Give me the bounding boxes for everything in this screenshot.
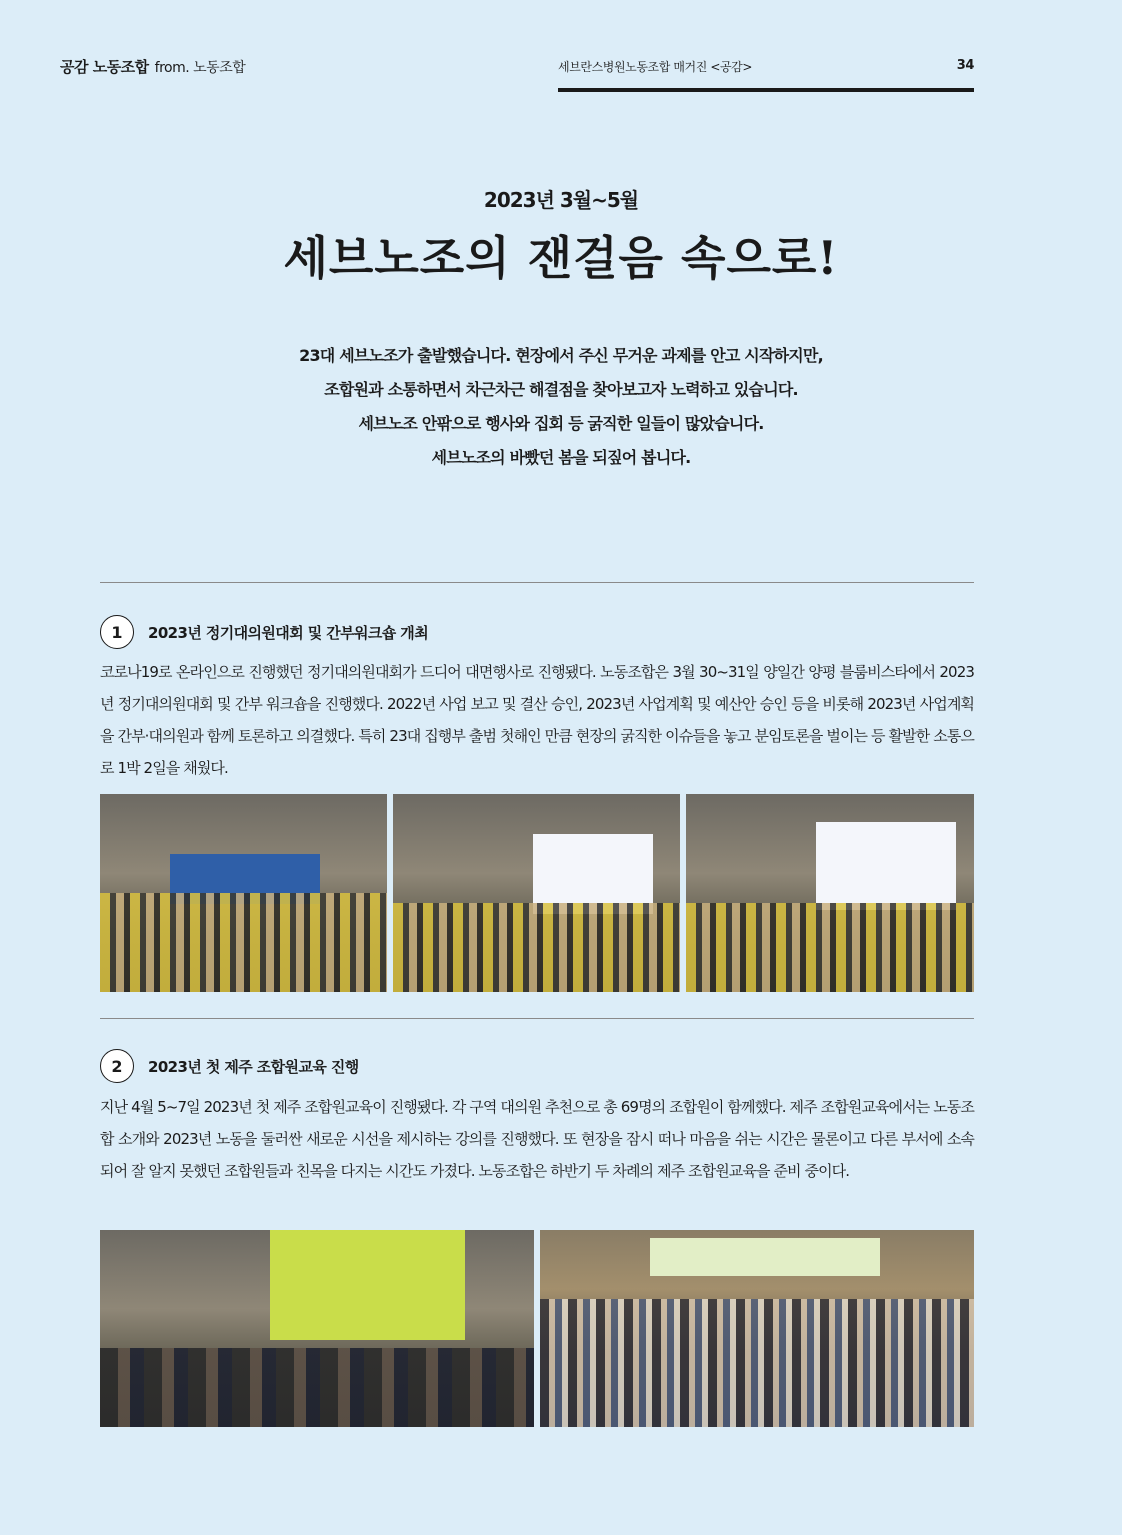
photo-jeju-lecture xyxy=(100,1230,534,1427)
intro-paragraph xyxy=(0,339,1122,475)
section-1-body: 코로나19로 온라인으로 진행했던 정기대의원대회가 드디어 대면행사로 진행됐다. 노동조합은 3월 30~31일 양일간 양평 블룸비스타에서 2023년 정기대의원대회 및 간부 워크숍을 진행했다. 2022년 사업 보고 및 결산 승인, 2023년 사업계획 및 예산안 승인 등을 비롯해 2023년 사업계획을 간부·대의원과 함께 토론하고 의결했다. 특히 23대 집행부 출범 첫해인 만큼 현장의 굵직한 이슈들을 놓고 분임토론을 벌이는 등 활발한 소통으로 1박 2일을 채웠다. xyxy=(100,663,974,777)
intro-line: 23대 세브노조가 출발했습니다. 현장에서 주신 무거운 과제를 안고 시작하지만, xyxy=(299,346,823,365)
section-title: 2023년 첫 제주 조합원교육 진행 xyxy=(148,1057,359,1076)
magazine-name: 세브란스병원노동조합 매거진 <공감> xyxy=(558,60,753,74)
photo-assembly-hall xyxy=(393,794,680,992)
section-title: 2023년 정기대의원대회 및 간부워크숍 개최 xyxy=(148,623,429,642)
section-from: from. 노동조합 xyxy=(154,60,246,76)
section-1-heading xyxy=(100,615,428,649)
article-date: 2023년 3월~5월 xyxy=(483,188,639,212)
photo-assembly-agenda xyxy=(686,794,974,992)
section-label xyxy=(60,56,245,77)
photo-jeju-group xyxy=(540,1230,974,1427)
section-number: 1 xyxy=(100,615,134,649)
section-2-body: 지난 4월 5~7일 2023년 첫 제주 조합원교육이 진행됐다. 각 구역 대의원 추천으로 총 69명의 조합원이 함께했다. 제주 조합원교육에서는 노동조합 소개와 2023년 노동을 둘러싼 새로운 시선을 제시하는 강의를 진행했다. 또 현장을 잠시 떠나 마음을 쉬는 시간은 물론이고 다른 부서에 소속되어 잘 알지 못했던 조합원들과 친목을 다지는 시간도 가졌다. 노동조합은 하반기 두 차례의 제주 조합원교육을 준비 중이다. xyxy=(100,1098,974,1180)
section-number: 2 xyxy=(100,1049,134,1083)
page-number: 34 xyxy=(956,58,974,73)
intro-line: 조합원과 소통하면서 차근차근 해결점을 찾아보고자 노력하고 있습니다. xyxy=(324,380,798,399)
divider xyxy=(100,1018,974,1019)
photo-assembly-group xyxy=(100,794,387,992)
section-name: 공감 노동조합 xyxy=(60,58,149,76)
intro-line: 세브노조의 바빴던 봄을 되짚어 봅니다. xyxy=(431,448,691,467)
article-title: 세브노조의 잰걸음 속으로! xyxy=(283,231,839,285)
magazine-header xyxy=(558,58,974,92)
section-2-heading xyxy=(100,1049,359,1083)
divider xyxy=(100,582,974,583)
intro-line: 세브노조 안팎으로 행사와 집회 등 굵직한 일들이 많았습니다. xyxy=(358,414,764,433)
